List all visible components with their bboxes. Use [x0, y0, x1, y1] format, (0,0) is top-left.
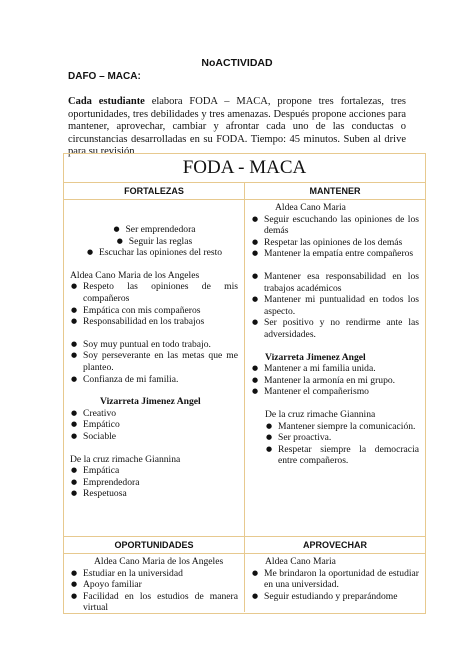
- list-item: ● Respetar las opiniones de los demás: [251, 237, 419, 249]
- student-name: Aldea Cano Maria: [265, 556, 336, 567]
- list-item: ● Creativo: [70, 408, 238, 420]
- list-item: ● Seguir estudiando y preparándome: [251, 591, 419, 603]
- list-item: ● Soy muy puntual en todo trabajo.: [70, 339, 238, 351]
- fortalezas-list-3: [70, 465, 238, 500]
- fortalezas-intro-list: [70, 224, 238, 259]
- document-title: NoACTIVIDAD: [201, 57, 273, 69]
- mantener-list-3: [251, 421, 419, 467]
- list-item: ● Ser positivo y no rendirme ante las adversidades.: [251, 317, 419, 340]
- mantener-list-1b: [251, 271, 419, 341]
- list-item: ● Emprendedora: [70, 477, 238, 489]
- list-item: ● Soy perseverante en las metas que me planteo.: [70, 350, 238, 373]
- fortalezas-list-1b: [70, 339, 238, 385]
- mantener-list-1a: [251, 214, 419, 260]
- header-fortalezas: FORTALEZAS: [124, 186, 184, 196]
- student-name: Aldea Cano Maria de los Angeles: [70, 269, 200, 281]
- instructions-text: elabora FODA – MACA, propone tres fortalezas, tres oportunidades, tres debilidades y tres amenazas. Después propone acciones para mantener, aprovechar, cambiar y afrontar cada uno de las conductas o circunstancias desarrolladas en su FODA. Tiempo: 45 minutos. Suben al drive para su revisión: [68, 96, 406, 158]
- list-item: ● Ser proactiva.: [265, 432, 419, 444]
- student-name: Aldea Cano Maria: [275, 202, 346, 213]
- header-oportunidades: OPORTUNIDADES: [114, 540, 194, 550]
- header-mantener: MANTENER: [244, 183, 425, 199]
- header-row-2: [64, 537, 425, 554]
- list-item: ● Seguir escuchando las opiniones de los demás: [251, 214, 419, 237]
- header-aprovechar: APROVECHAR: [244, 537, 425, 553]
- student-name: De la cruz rimache Giannina: [70, 453, 181, 465]
- list-item: ● Empático: [70, 419, 238, 431]
- student-name: Aldea Cano Maria de los Angeles: [94, 556, 224, 567]
- list-item: ● Confianza de mi familia.: [70, 374, 238, 386]
- foda-table-title: FODA - MACA: [64, 154, 425, 183]
- student-name: Vizarreta Jimenez Angel: [265, 351, 366, 363]
- oportunidades-cell: [64, 554, 244, 612]
- student-name: Vizarreta Jimenez Angel: [100, 396, 201, 408]
- instructions-paragraph: [68, 96, 406, 159]
- student-name: De la cruz rimache Giannina: [265, 408, 376, 420]
- body-row-2: [64, 554, 425, 612]
- list-item: ● Mantener siempre la comunicación.: [265, 421, 419, 433]
- instructions-lead: Cada estudiante: [68, 96, 145, 107]
- list-item: ● Mantener la armonía en mi grupo.: [251, 375, 419, 387]
- list-item: ● Seguir las reglas: [116, 236, 192, 248]
- oportunidades-list: [70, 568, 238, 612]
- list-item: ● Escuchar las opiniones del resto: [86, 247, 222, 259]
- list-item: ● Respetuosa: [70, 488, 238, 500]
- list-item: ● Mantener la empatía entre compañeros: [251, 248, 419, 260]
- list-item: ● Apoyo familiar: [70, 579, 238, 591]
- section-subtitle: DAFO – MACA:: [68, 71, 141, 82]
- mantener-list-2: [251, 363, 419, 398]
- list-item: ● Mantener el compañerismo: [251, 386, 419, 398]
- list-item: ● Responsabilidad en los trabajos: [70, 316, 238, 328]
- list-item: ● Ser emprendedora: [112, 224, 195, 236]
- list-item: ● Empática: [70, 465, 238, 477]
- mantener-cell: [244, 200, 425, 536]
- fortalezas-list-1a: [70, 281, 238, 327]
- list-item: ● Facilidad en los estudios de manera virtual: [70, 591, 238, 612]
- foda-table: [63, 153, 426, 614]
- fortalezas-list-2: [70, 408, 238, 443]
- aprovechar-cell: [244, 554, 425, 612]
- list-item: ● Me brindaron la oportunidad de estudiar en una universidad.: [251, 568, 419, 591]
- list-item: ● Empática con mis compañeros: [70, 305, 238, 317]
- body-row-1: [64, 200, 425, 537]
- list-item: ● Mantener mi puntualidad en todos los aspecto.: [251, 294, 419, 317]
- list-item: ● Mantener a mi familia unida.: [251, 363, 419, 375]
- fortalezas-cell: [64, 200, 244, 536]
- header-row-1: [64, 183, 425, 200]
- list-item: ● Estudiar en la universidad: [70, 568, 238, 580]
- aprovechar-list: [251, 568, 419, 603]
- list-item: ● Respetar siempre la democracia entre compañeros.: [265, 444, 419, 467]
- list-item: ● Sociable: [70, 431, 238, 443]
- list-item: ● Respeto las opiniones de mis compañeros: [70, 281, 238, 304]
- list-item: ● Mantener esa responsabilidad en los trabajos académicos: [251, 271, 419, 294]
